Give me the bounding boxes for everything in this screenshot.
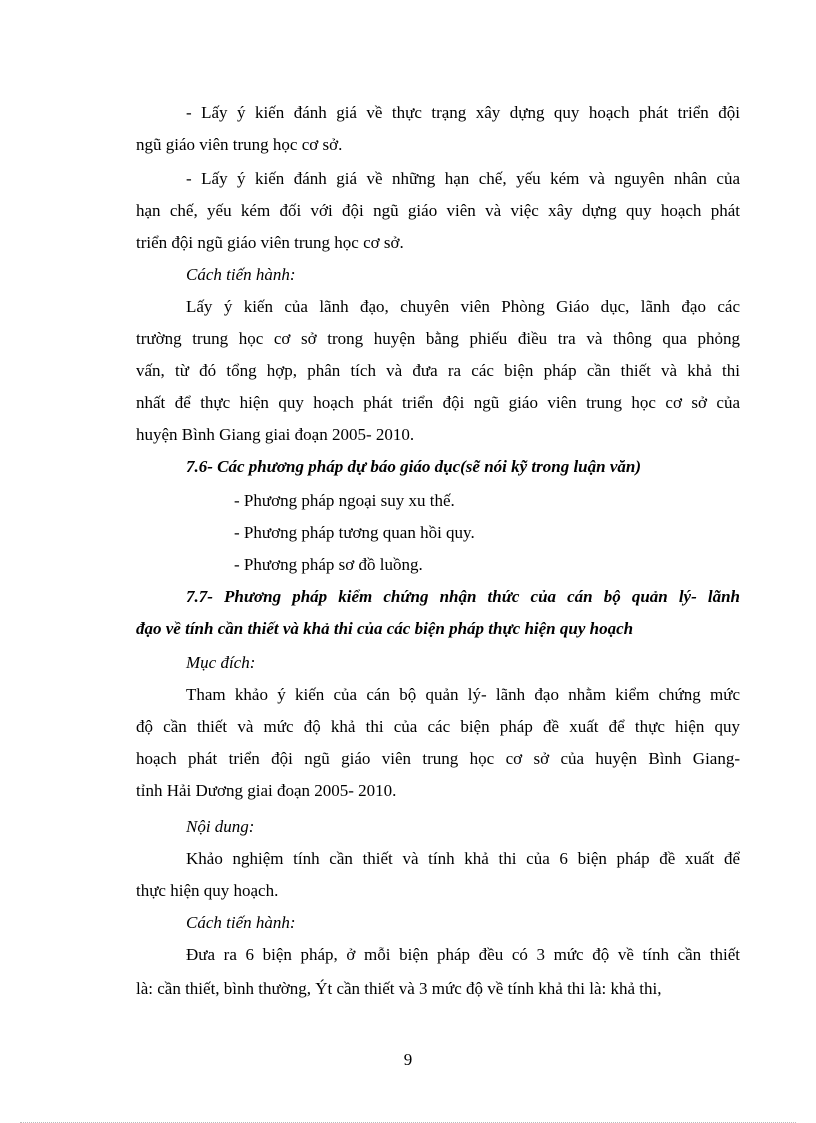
paragraph-line: Khảo nghiệm tính cần thiết và tính khả thi của 6 biện pháp đề xuất để (186, 849, 740, 868)
paragraph-line: là: cần thiết, bình thường, Ýt cần thiết và 3 mức độ về tính khả thi là: khả thi, (136, 979, 662, 998)
section-heading-7-7: đạo về tính cần thiết và khả thi của các biện pháp thực hiện quy hoạch (136, 619, 634, 638)
list-item: - Phương pháp sơ đồ luồng. (234, 555, 423, 574)
paragraph-line: Đưa ra 6 biện pháp, ở mỗi biện pháp đều có 3 mức độ về tính cần thiết (186, 945, 740, 964)
paragraph-line: triển đội ngũ giáo viên trung học cơ sở. (136, 233, 404, 252)
section-heading-7-6: 7.6- Các phương pháp dự báo giáo dục(sẽ nói kỹ trong luận văn) (186, 457, 642, 476)
paragraph-line: Lấy ý kiến của lãnh đạo, chuyên viên Phòng Giáo dục, lãnh đạo các (186, 297, 740, 316)
paragraph-line: thực hiện quy hoạch. (136, 881, 279, 900)
paragraph-line: ngũ giáo viên trung học cơ sở. (136, 135, 343, 154)
paragraph-line: trường trung học cơ sở trong huyện bằng phiếu điều tra và thông qua phỏng (136, 329, 740, 348)
page-number: 9 (403, 1050, 413, 1069)
list-item: - Phương pháp tương quan hồi quy. (234, 523, 475, 542)
section-heading-7-7: 7.7- Phương pháp kiểm chứng nhận thức của cán bộ quản lý- lãnh (186, 587, 740, 606)
paragraph-line: hạn chế, yếu kém đối với đội ngũ giáo viên và việc xây dựng quy hoạch phát (136, 201, 740, 220)
paragraph-line: - Lấy ý kiến đánh giá về những hạn chế, yếu kém và nguyên nhân của (186, 169, 740, 188)
subheading-content: Nội dung: (186, 817, 255, 836)
list-item: - Phương pháp ngoại suy xu thế. (234, 491, 455, 510)
paragraph-line: Tham khảo ý kiến của cán bộ quản lý- lãnh đạo nhằm kiểm chứng mức (186, 685, 740, 704)
paragraph-line: tỉnh Hải Dương giai đoạn 2005- 2010. (136, 781, 397, 800)
subheading-purpose: Mục đích: (186, 653, 256, 672)
paragraph-line: hoạch phát triển đội ngũ giáo viên trung học cơ sở của huyện Bình Giang- (136, 749, 740, 768)
paragraph-line: vấn, từ đó tổng hợp, phân tích và đưa ra các biện pháp cần thiết và khả thi (136, 361, 740, 380)
paragraph-line: độ cần thiết và mức độ khả thi của các biện pháp đề xuất để thực hiện quy (136, 717, 740, 736)
paragraph-line: nhất để thực hiện quy hoạch phát triển đội ngũ giáo viên trung học cơ sở của (136, 393, 740, 412)
paragraph-line: - Lấy ý kiến đánh giá về thực trạng xây dựng quy hoạch phát triển đội (186, 103, 740, 122)
subheading-method: Cách tiến hành: (186, 913, 296, 932)
subheading-method: Cách tiến hành: (186, 265, 296, 284)
paragraph-line: huyện Bình Giang giai đoạn 2005- 2010. (136, 425, 415, 444)
